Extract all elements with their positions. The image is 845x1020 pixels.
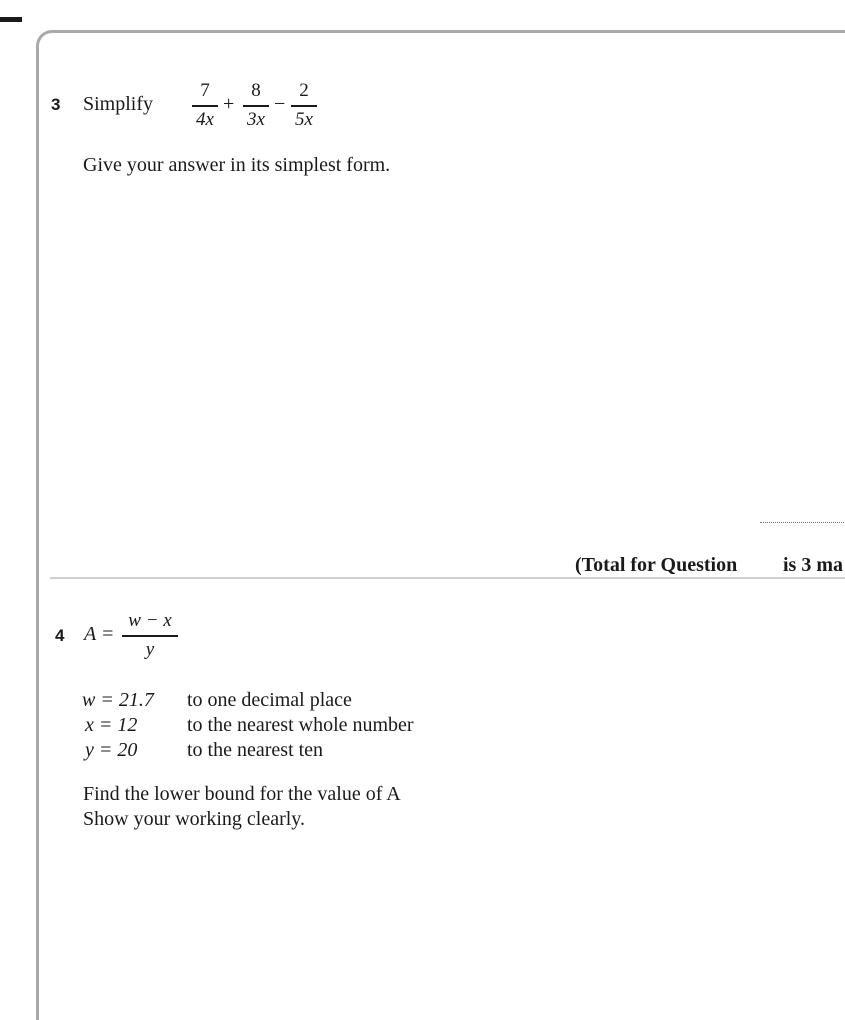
question-3-note: Give your answer in its simplest form.: [83, 154, 391, 176]
formula-numerator: w − x: [128, 610, 172, 631]
value-w-desc: to one decimal place: [187, 689, 352, 711]
value-x-desc: to the nearest whole number: [187, 714, 414, 736]
question-4-working-note: Show your working clearly.: [83, 808, 305, 830]
total-label: (Total for Question: [575, 554, 738, 576]
question-divider: [50, 577, 845, 579]
value-x-expr: x = 12: [85, 714, 138, 736]
page-edge-mark: [0, 17, 22, 22]
answer-frame: [36, 30, 845, 1020]
fraction-3-bar: [291, 105, 317, 107]
fraction-3-denominator: 5x: [295, 108, 313, 130]
fraction-2-numerator: 8: [251, 80, 261, 101]
question-4-number: 4: [55, 626, 65, 645]
total-marks: is 3 ma: [783, 554, 843, 576]
fraction-2-denominator: 3x: [247, 108, 265, 130]
formula-denominator: y: [145, 638, 155, 660]
formula-fraction: [122, 610, 178, 661]
fraction-1-bar: [192, 105, 218, 107]
value-w-expr: w = 21.7: [82, 689, 154, 711]
question-3-number: 3: [51, 95, 61, 114]
answer-line[interactable]: [760, 522, 845, 523]
formula-lhs: A =: [84, 623, 115, 645]
fraction-3-numerator: 2: [299, 80, 309, 101]
fraction-2: [243, 80, 269, 131]
formula-bar: [122, 635, 178, 637]
plus-operator: +: [223, 93, 235, 115]
question-4-instruction: Find the lower bound for the value of A: [83, 783, 401, 805]
fraction-1-denominator: 4x: [196, 108, 214, 130]
question-3-instruction: Simplify: [83, 93, 154, 115]
value-y-desc: to the nearest ten: [187, 739, 324, 761]
value-y-expr: y = 20: [85, 739, 138, 761]
minus-operator: −: [274, 93, 286, 115]
fraction-1-numerator: 7: [200, 80, 210, 101]
fraction-3: [291, 80, 317, 131]
fraction-1: [192, 80, 218, 131]
fraction-2-bar: [243, 105, 269, 107]
